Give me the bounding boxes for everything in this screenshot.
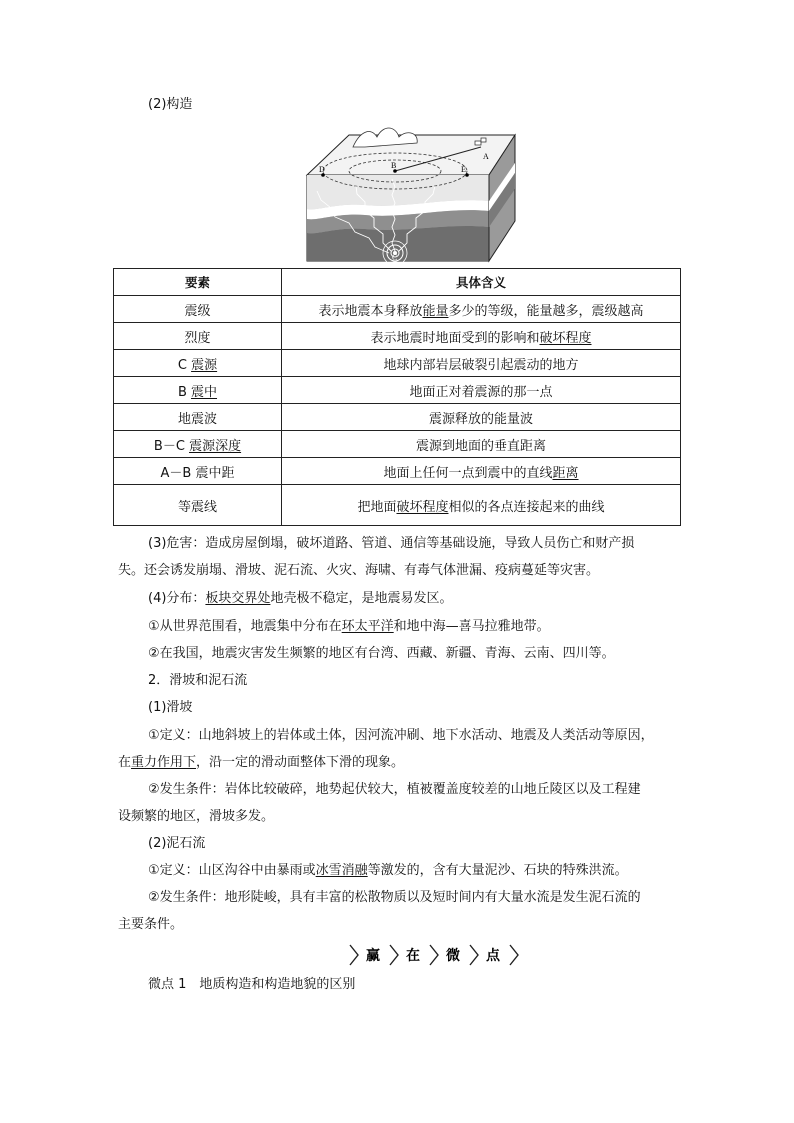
cell-meaning: 地面上任何一点到震中的直线距离: [282, 458, 681, 485]
paragraph-landslide-conditions-1: ②发生条件：岩体比较破碎，地势起伏较大，植被覆盖度较差的山地丘陵区以及工程建: [148, 782, 641, 797]
cell-term: 等震线: [114, 485, 282, 526]
table-header-row: [114, 269, 681, 296]
table-row: [114, 350, 681, 377]
chevron-right-icon: [509, 944, 519, 966]
paragraph-landslide-conditions-2: 设频繁的地区，滑坡多发。: [118, 809, 275, 824]
heading-debris-flow: (2)泥石流: [148, 836, 206, 851]
cell-meaning: 表示地震本身释放能量多少的等级，能量越多，震级越高: [282, 296, 681, 323]
section-banner: [349, 944, 519, 968]
heading-landslide-debris: 2．滑坡和泥石流: [148, 673, 248, 688]
cell-term: B 震中: [114, 377, 282, 404]
paragraph-china-distribution: ②在我国，地震灾害发生频繁的地区有台湾、西藏、新疆、青海、云南、四川等。: [148, 646, 615, 661]
cell-term: 地震波: [114, 404, 282, 431]
paragraph-world-distribution: ①从世界范围看，地震集中分布在环太平洋和地中海—喜马拉雅地带。: [148, 619, 550, 634]
paragraph-debris-definition: ①定义：山区沟谷中由暴雨或冰雪消融等激发的，含有大量泥沙、石块的特殊洪流。: [148, 863, 628, 878]
paragraph-hazard-line2: 失。还会诱发崩塌、滑坡、泥石流、火灾、海啸、有毒气体泄漏、疫病蔓延等灾害。: [118, 563, 600, 578]
cell-term: 震级: [114, 296, 282, 323]
cell-term: B－C 震源深度: [114, 431, 282, 458]
diagram-label-e: E: [461, 165, 466, 174]
chevron-right-icon: [429, 944, 439, 966]
cell-meaning: 把地面破坏程度相似的各点连接起来的曲线: [282, 485, 681, 526]
paragraph-distribution: (4)分布：板块交界处地壳极不稳定，是地震易发区。: [148, 591, 453, 606]
table-row: [114, 323, 681, 350]
cell-term: C 震源: [114, 350, 282, 377]
header-meaning: 具体含义: [282, 269, 681, 296]
cell-meaning: 地球内部岩层破裂引起震动的地方: [282, 350, 681, 377]
table-row: [114, 296, 681, 323]
diagram-label-b: B: [391, 161, 397, 170]
diagram-label-a: A: [483, 152, 489, 161]
banner-char: 赢: [366, 948, 380, 964]
paragraph-debris-conditions-2: 主要条件。: [118, 917, 184, 932]
paragraph-debris-conditions-1: ②发生条件：地形陡峻，具有丰富的松散物质以及短时间内有大量水流是发生泥石流的: [148, 890, 641, 905]
table-row: [114, 404, 681, 431]
table-row: [114, 377, 681, 404]
cell-term: 烈度: [114, 323, 282, 350]
paragraph-landslide-definition-2: 在重力作用下，沿一定的滑动面整体下滑的现象。: [118, 755, 405, 770]
earthquake-structure-diagram: [305, 123, 517, 263]
table-row: [114, 458, 681, 485]
cell-meaning: 震源释放的能量波: [282, 404, 681, 431]
chevron-right-icon: [389, 944, 399, 966]
banner-char: 点: [486, 948, 500, 964]
banner-char: 在: [406, 948, 420, 964]
cell-meaning: 震源到地面的垂直距离: [282, 431, 681, 458]
heading-landslide: (1)滑坡: [148, 700, 193, 715]
table-row: [114, 485, 681, 526]
earthquake-terms-table: [113, 268, 681, 526]
banner-char: 微: [446, 948, 460, 964]
chevron-right-icon: [349, 944, 359, 966]
table-row: [114, 431, 681, 458]
header-term: 要素: [114, 269, 282, 296]
micro-point-heading: 微点 1 地质构造和构造地貌的区别: [148, 977, 356, 992]
diagram-label-c: C: [392, 253, 398, 262]
section-heading: (2)构造: [148, 97, 193, 112]
diagram-label-d: D: [319, 165, 325, 174]
chevron-right-icon: [469, 944, 479, 966]
paragraph-hazard-line1: (3)危害：造成房屋倒塌，破坏道路、管道、通信等基础设施，导致人员伤亡和财产损: [148, 536, 635, 551]
cell-term: A－B 震中距: [114, 458, 282, 485]
cell-meaning: 表示地震时地面受到的影响和破坏程度: [282, 323, 681, 350]
cell-meaning: 地面正对着震源的那一点: [282, 377, 681, 404]
paragraph-landslide-definition-1: ①定义：山地斜坡上的岩体或土体，因河流冲刷、地下水活动、地震及人类活动等原因，: [148, 728, 654, 743]
